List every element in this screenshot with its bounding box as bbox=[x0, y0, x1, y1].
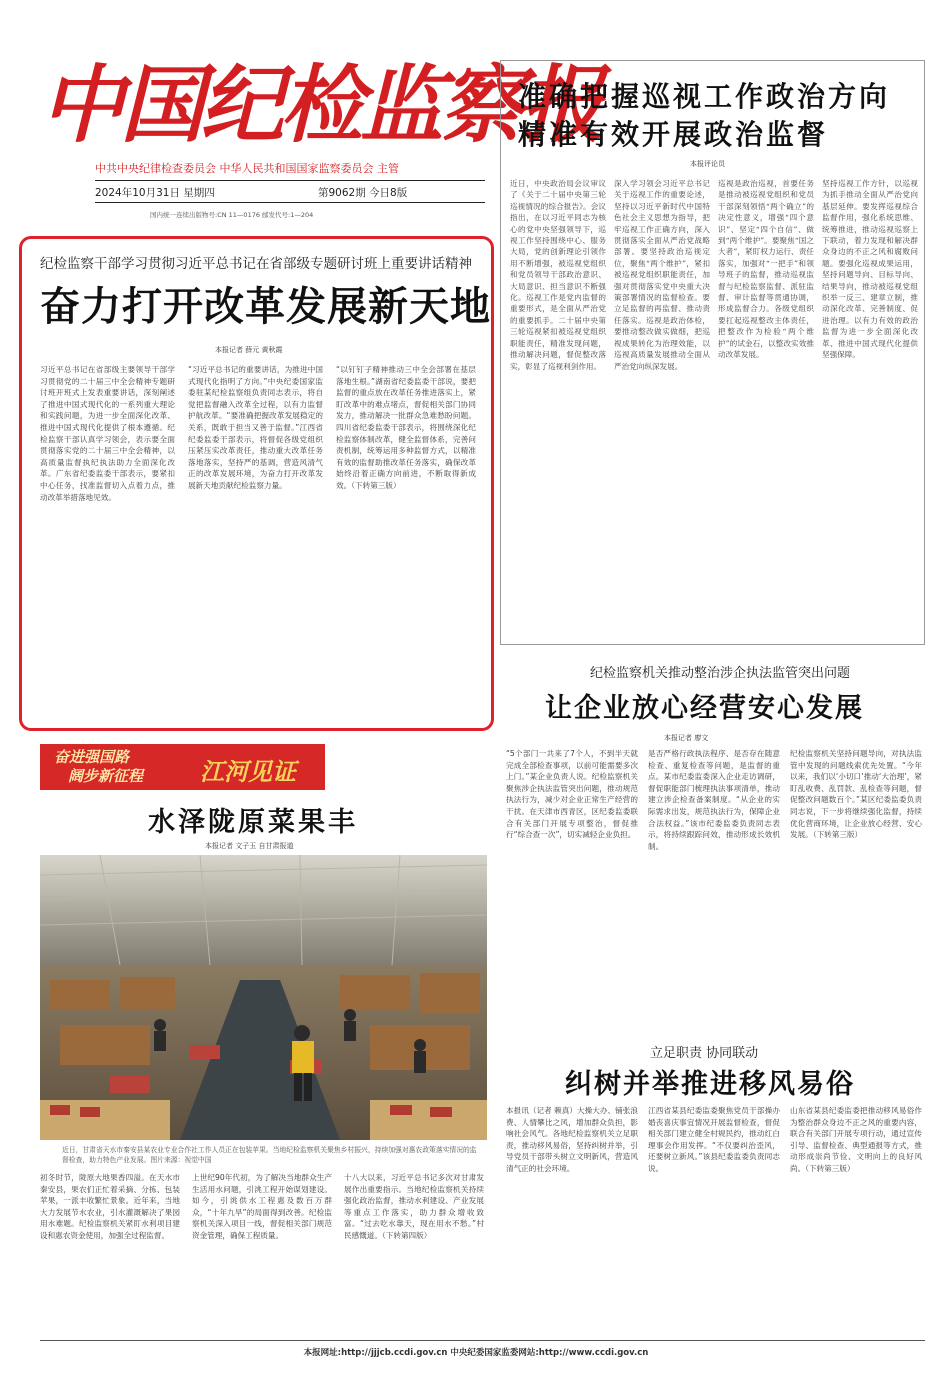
editorial-title[interactable] bbox=[518, 78, 918, 154]
editorial-author: 本报评论员 bbox=[690, 160, 725, 168]
article3-kicker: 立足职责 协同联动 bbox=[650, 1046, 759, 1061]
editorial-column-3: 巡视是政治巡视，首要任务是推动被巡视党组织和党员干部深刻领悟“两个确立”的决定性意义，增强“四个意识”、坚定“四个自信”、做到“两个维护”。要聚焦“国之大者”，紧盯权力运行、责任落实，加强对“一把手”和领导班子的监督，推动巡视监督与纪检监察监督、派驻监督、审计监督等贯通协调，形成监督合力。各级党组织要扛起巡视整改主体责任，把整改作为检验“两个维护”的试金石，以整改实效推动改革发展。 bbox=[718, 179, 814, 360]
editorial-column-1: 近日，中央政治局会议审议了《关于二十届中央第三轮巡视情况的综合报告》。会议指出，在以习近平同志为核心的党中央坚强领导下，巡视工作坚持围绕中心、服务大局，党的创新理论引领作用不断增强，被巡视党组织和党员领导干部政治意识、大局意识、担当意识不断强化。巡视工作是党内监督的重要形式，是全面从严治党的重要抓手。二十届中央第三轮巡视紧扣被巡视党组织职能责任，精准发现问题，推动解决问题，督促整改落实，彰显了巡视利剑作用。 bbox=[510, 179, 606, 371]
banner-line-2: 阔步新征程 bbox=[68, 767, 144, 785]
feature-column-1: 初冬时节，陇原大地果香四溢。在天水市秦安县，果农们正忙着采摘、分拣、包装苹果，一派丰收繁忙景象。近年来，当地大力发展节水农业，引水灌溉解决了果园用水难题。纪检监察机关紧盯水利项目建设和惠农资金使用，加强全过程监督。 bbox=[40, 1173, 180, 1240]
warehouse-photo-illustration bbox=[40, 855, 487, 1140]
feature-photo bbox=[40, 855, 487, 1140]
masthead-sponsor: 中共中央纪律检查委员会 中华人民共和国国家监察委员会 主管 bbox=[95, 162, 399, 175]
feature-headline[interactable]: 水泽陇原菜果丰 bbox=[148, 807, 358, 838]
banner-line-1: 奋进强国路 bbox=[54, 748, 130, 766]
lead-column-3: “以钉钉子精神推动三中全会部署在基层落地生根。”湖南省纪委监委干部说，要把监督的重点放在改革任务推进落实上，紧盯改革中的难点堵点，督促相关部门协同发力，推动解决一批群众急难愁盼问题。四川省纪委监委干部表示，将围绕深化纪检监察体制改革，健全监督体系，完善问责机制，统筹运用多种监督方式，以精准有效的监督助推改革任务落实，确保改革始终沿着正确方向前进，不断取得新成效。（下转第三版） bbox=[336, 365, 476, 490]
article3-headline[interactable]: 纠树并举推进移风易俗 bbox=[565, 1069, 855, 1100]
masthead-title: 中国纪检监察报 bbox=[40, 55, 601, 154]
masthead-rule-bottom bbox=[95, 202, 485, 203]
article2-column-2: 是否严格行政执法程序、是否存在随意检查、重复检查等问题，是监督的重点。某市纪委监委深入企业走访调研，督促职能部门梳理执法事项清单，推动建立涉企检查备案制度。“从企业的实际需求出发，规范执法行为，保障企业合法权益。”该市纪委监委负责同志表示，将持续跟踪问效，推动形成长效机制。 bbox=[648, 749, 780, 851]
article2-column-3: 纪检监察机关坚持问题导向，对执法监管中发现的问题线索优先处置。“今年以来，我们以‘小切口’推动‘大治理’，紧盯乱收费、乱罚款、乱检查等问题，督促整改问题数百个。”某区纪委监委负责同志说，下一步将继续强化监督，持续优化营商环境，让企业放心经营、安心发展。（下转第三版） bbox=[790, 749, 922, 840]
feature-column-3: 十八大以来，习近平总书记多次对甘肃发展作出重要指示。当地纪检监察机关持续强化政治监督，推动水利建设、产业发展等重点工作落实，助力群众增收致富。“过去吃水靠天，现在用水不愁。”村民感慨道。（下转第四版） bbox=[344, 1173, 484, 1240]
article2-headline[interactable]: 让企业放心经营安心发展 bbox=[545, 693, 864, 724]
lead-kicker: 纪检监察干部学习贯彻习近平总书记在省部级专题研讨班上重要讲话精神 bbox=[40, 256, 472, 272]
lead-byline: 本报记者 薛元 黄秋霞 bbox=[215, 346, 283, 354]
footer-urls[interactable]: 本报网址:http://jjjcb.ccdi.gov.cn 中央纪委国家监委网站:http://www.ccdi.gov.cn bbox=[303, 1348, 649, 1358]
article3-column-1: 本报讯（记者 赖真）大操大办、铺张浪费、人情攀比之风，增加群众负担，影响社会风气。各地纪检监察机关立足职责，推动移风易俗，坚持纠树并举，引导党员干部带头树立文明新风，营造风清气正的社会环境。 bbox=[506, 1106, 638, 1173]
article3-column-2: 江西省某县纪委监委聚焦党员干部操办婚丧喜庆事宜情况开展监督检查，督促相关部门建立健全村规民约，推动红白理事会作用发挥。“不仅要纠治歪风，还要树立新风。”该县纪委监委负责同志说。 bbox=[648, 1106, 780, 1173]
lead-headline[interactable]: 奋力打开改革发展新天地 bbox=[40, 284, 491, 330]
feature-byline: 本报记者 文子玉 自甘肃报道 bbox=[205, 842, 294, 850]
article2-byline: 本报记者 廖文 bbox=[664, 734, 709, 742]
feature-column-2: 上世纪90年代初，为了解决当地群众生产生活用水问题，引洮工程开始谋划建设。如今，引洮供水工程惠及数百万群众，“十年九旱”的局面得到改善。纪检监察机关深入项目一线，督促相关部门规范资金管理，确保工程质量。 bbox=[192, 1173, 332, 1240]
article3-column-3: 山东省某县纪委监委把推动移风易俗作为整治群众身边不正之风的重要内容，联合有关部门开展专项行动，通过宣传引导、监督检查、典型通报等方式，推动形成崇尚节俭、文明向上的良好风尚。（下转第三版） bbox=[790, 1106, 922, 1173]
article2-kicker: 纪检监察机关推动整治涉企执法监管突出问题 bbox=[590, 666, 851, 681]
masthead-date: 2024年10月31日 星期四 bbox=[95, 187, 215, 199]
editorial-title-line1: 准确把握巡视工作政治方向 bbox=[518, 80, 891, 113]
masthead-rule-top bbox=[95, 180, 485, 181]
article2-column-1: “5个部门一共来了7个人，不到半天就完成全部检查事项，以前可能需要多次上门。”某企业负责人说。纪检监察机关聚焦涉企执法监管突出问题，推动规范执法行为，减少对企业正常生产经营的干扰。在天津市西青区，区纪委监委联合有关部门开展专项整治，督促推行“综合查一次”，切实减轻企业负担。 bbox=[506, 749, 638, 840]
banner-series-name: 江河见证 bbox=[200, 757, 296, 786]
editorial-column-2: 深入学习领会习近平总书记关于巡视工作的重要论述，坚持以习近平新时代中国特色社会主义思想为指导，把牢巡视工作正确方向，深入贯彻落实全面从严治党战略部署。要坚持政治巡视定位，聚焦“两个维护”，紧扣被巡视党组织职能责任，加强对贯彻落实党中央重大决策部署情况的监督检查。要立足监督的再监督、推动责任落实。巡视是政治体检，要推动整改做实做细，把巡视成果转化为治理效能，以巡视高质量发展推动全面从严治党向纵深发展。 bbox=[614, 179, 710, 371]
footer-rule bbox=[40, 1340, 925, 1341]
editorial-column-4: 坚持巡视工作方针，以巡视为抓手推动全面从严治党向基层延伸。要发挥巡视综合监督作用，强化系统思维、统筹推进，推动巡视巡察上下联动，着力发现和解决群众身边的不正之风和腐败问题。要强化巡视成果运用，坚持问题导向、目标导向、结果导向，推动被巡视党组织举一反三、建章立制，推动深化改革、完善制度、促进治理。以有力有效的政治监督为进一步全面深化改革、推进中国式现代化提供坚强保障。 bbox=[822, 179, 918, 360]
editorial-title-line2: 精准有效开展政治监督 bbox=[518, 118, 829, 151]
lead-column-1: 习近平总书记在省部级主要领导干部学习贯彻党的二十届三中全会精神专题研讨班开班式上发表重要讲话，深刻阐述了推进中国式现代化的一系列重大理论和实践问题，为进一步全面深化改革、推进中国式现代化提供了根本遵循。纪检监察干部认真学习领会，表示要全面贯彻落实党的二十届三中全会精神，以高质量监督执纪执法助力全面深化改革。广东省纪委监委干部表示，要紧扣中心任务，找准监督切入点着力点，推动改革举措落地见效。 bbox=[40, 365, 175, 502]
masthead-issue: 第9062期 今日8版 bbox=[318, 187, 408, 199]
lead-column-2: “习近平总书记的重要讲话，为推进中国式现代化指明了方向。”中央纪委国家监委驻某纪检监察组负责同志表示，将自觉把监督融入改革全过程，以有力监督护航改革。“要准确把握改革发展稳定的关系，既敢于担当又善于监督。”江西省纪委监委干部表示，将督促各级党组织压紧压实改革责任，推动重大改革任务落地落实，坚持严的基调，营造风清气正的改革发展环境，为奋力打开改革发展新天地贡献纪检监察力量。 bbox=[188, 365, 323, 490]
masthead-codes: 国内统一连续出版物号:CN 11—0176 邮发代号:1—204 bbox=[150, 211, 314, 219]
feature-photo-caption: 近日，甘肃省天水市秦安县某农业专业合作社工作人员正在包装苹果。当地纪检监察机关聚焦乡村振兴，持续加强对惠农政策落实情况的监督检查，助力特色产业发展。图片来源：视觉中国 bbox=[62, 1146, 477, 1164]
